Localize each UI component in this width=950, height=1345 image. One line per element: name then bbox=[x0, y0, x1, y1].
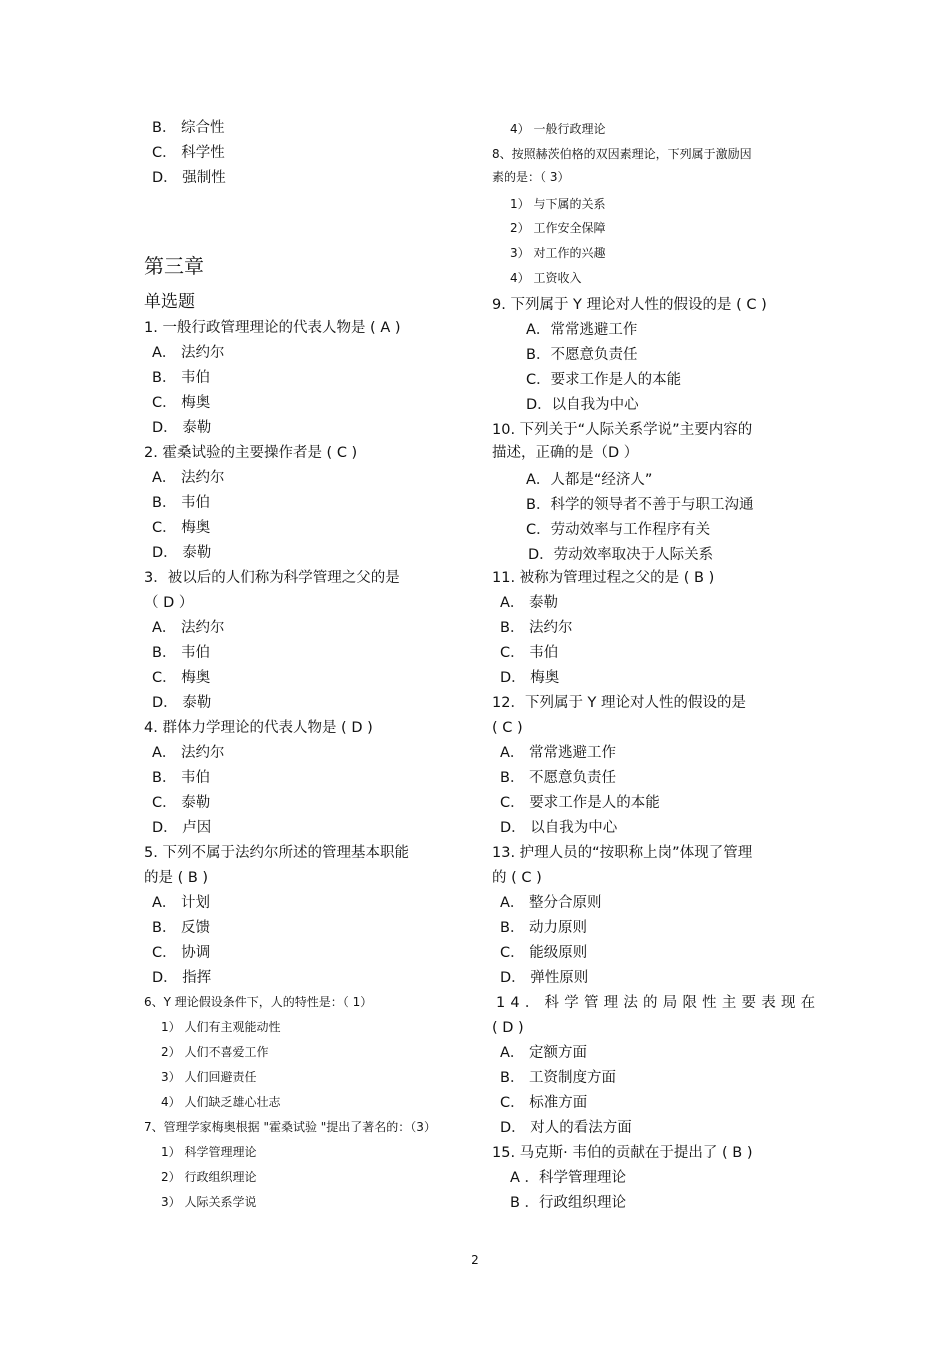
right-line: 9. 下列属于 Y 理论对人性的假设的是 ( C ) bbox=[492, 297, 767, 313]
right-line: 8、按照赫茨伯格的双因素理论，下列属于激励因 bbox=[492, 147, 752, 161]
right-line: 的 ( C ) bbox=[492, 870, 542, 886]
left-line: A． 法约尔 bbox=[152, 745, 225, 761]
right-line: D．以自我为中心 bbox=[526, 397, 639, 413]
left-line: B． 韦伯 bbox=[152, 495, 211, 511]
left-line: 2） 行政组织理论 bbox=[161, 1170, 257, 1184]
left-line: A． 法约尔 bbox=[152, 470, 225, 486]
left-line: （ D ） bbox=[144, 595, 194, 611]
left-line: D． 指挥 bbox=[152, 970, 212, 986]
right-line: A．常常逃避工作 bbox=[526, 322, 638, 338]
right-line: C．要求工作是人的本能 bbox=[526, 372, 682, 388]
left-line: D． 泰勒 bbox=[152, 545, 212, 561]
left-line: 7、管理学家梅奥根据 "霍桑试验 "提出了著名的：（3） bbox=[144, 1120, 436, 1134]
right-line: D． 以自我为中心 bbox=[500, 820, 618, 836]
left-line: B． 韦伯 bbox=[152, 645, 211, 661]
left-line: C． 梅奥 bbox=[152, 520, 211, 536]
right-line: B． 动力原则 bbox=[500, 920, 588, 936]
right-line: C． 韦伯 bbox=[500, 645, 559, 661]
right-line: 1） 与下属的关系 bbox=[510, 197, 606, 211]
left-line: D． 卢因 bbox=[152, 820, 212, 836]
left-line: 3） 人们回避责任 bbox=[161, 1070, 257, 1084]
right-line: B．科学的领导者不善于与职工沟通 bbox=[526, 497, 754, 513]
right-line: D． 梅奥 bbox=[500, 670, 560, 686]
left-line: 4. 群体力学理论的代表人物是 ( D ) bbox=[144, 720, 373, 736]
right-line: B．不愿意负责任 bbox=[526, 347, 638, 363]
left-line: 单选题 bbox=[144, 292, 195, 312]
right-line: B． 不愿意负责任 bbox=[500, 770, 617, 786]
right-line: C．劳动效率与工作程序有关 bbox=[526, 522, 711, 538]
right-line: A． 常常逃避工作 bbox=[500, 745, 617, 761]
right-line: C． 标准方面 bbox=[500, 1095, 588, 1111]
page-number: 2 bbox=[471, 1253, 479, 1267]
right-line: 描述，正确的是（D ） bbox=[492, 445, 639, 461]
right-line: 2） 工作安全保障 bbox=[510, 221, 606, 235]
right-line: A．人都是“经济人” bbox=[526, 472, 653, 488]
left-line: A． 法约尔 bbox=[152, 620, 225, 636]
right-line: 10. 下列关于“人际关系学说”主要内容的 bbox=[492, 422, 753, 438]
right-line: 素的是：（ 3） bbox=[492, 170, 570, 184]
right-line: A． 泰勒 bbox=[500, 595, 559, 611]
left-line: C． 协调 bbox=[152, 945, 211, 961]
right-line: D．劳动效率取决于人际关系 bbox=[528, 547, 714, 563]
left-line: 6、Y 理论假设条件下，人的特性是：（ 1） bbox=[144, 995, 373, 1009]
right-line: 13. 护理人员的“按职称上岗”体现了管理 bbox=[492, 845, 753, 861]
left-line: 3．被以后的人们称为科学管理之父的是 bbox=[144, 570, 400, 586]
left-line: B． 韦伯 bbox=[152, 370, 211, 386]
right-line: A ．科学管理理论 bbox=[510, 1170, 627, 1186]
right-line: C． 要求工作是人的本能 bbox=[500, 795, 660, 811]
right-line: 4） 工资收入 bbox=[510, 271, 582, 285]
left-line: C． 梅奥 bbox=[152, 670, 211, 686]
right-line: 14．科学管理法的局限性主要表现在 bbox=[496, 995, 821, 1011]
left-line: B． 韦伯 bbox=[152, 770, 211, 786]
right-line: 4） 一般行政理论 bbox=[510, 122, 606, 136]
left-line: 3） 人际关系学说 bbox=[161, 1195, 257, 1209]
left-line: 1. 一般行政管理理论的代表人物是 ( A ) bbox=[144, 320, 401, 336]
right-line: D． 弹性原则 bbox=[500, 970, 589, 986]
left-line: B． 反馈 bbox=[152, 920, 211, 936]
left-line: A． 法约尔 bbox=[152, 345, 225, 361]
right-line: ( D ) bbox=[492, 1020, 524, 1036]
right-line: 11. 被称为管理过程之父的是 ( B ) bbox=[492, 570, 715, 586]
right-line: B． 工资制度方面 bbox=[500, 1070, 617, 1086]
right-line: 12．下列属于 Y 理论对人性的假设的是 bbox=[492, 695, 747, 711]
right-line: 3） 对工作的兴趣 bbox=[510, 246, 606, 260]
left-line: C． 梅奥 bbox=[152, 395, 211, 411]
left-line: D． 泰勒 bbox=[152, 420, 212, 436]
left-line: 的是 ( B ) bbox=[144, 870, 209, 886]
left-line: 5. 下列不属于法约尔所述的管理基本职能 bbox=[144, 845, 409, 861]
left-line: 2） 人们不喜爱工作 bbox=[161, 1045, 269, 1059]
right-line: A． 整分合原则 bbox=[500, 895, 602, 911]
left-line: C． 泰勒 bbox=[152, 795, 211, 811]
left-line: D． 泰勒 bbox=[152, 695, 212, 711]
right-line: A． 定额方面 bbox=[500, 1045, 588, 1061]
right-line: B ．行政组织理论 bbox=[510, 1195, 627, 1211]
left-line: C． 科学性 bbox=[152, 145, 225, 161]
right-line: D． 对人的看法方面 bbox=[500, 1120, 632, 1136]
right-line: B． 法约尔 bbox=[500, 620, 573, 636]
left-line: 1） 科学管理理论 bbox=[161, 1145, 257, 1159]
left-line: 2. 霍桑试验的主要操作者是 ( C ) bbox=[144, 445, 358, 461]
left-line: B． 综合性 bbox=[152, 120, 225, 136]
left-line: 1） 人们有主观能动性 bbox=[161, 1020, 281, 1034]
left-line: A． 计划 bbox=[152, 895, 211, 911]
right-line: ( C ) bbox=[492, 720, 523, 736]
right-line: 15. 马克斯· 韦伯的贡献在于提出了 ( B ) bbox=[492, 1145, 753, 1161]
right-line: C． 能级原则 bbox=[500, 945, 588, 961]
left-line: 4） 人们缺乏雄心壮志 bbox=[161, 1095, 281, 1109]
left-line: D． 强制性 bbox=[152, 170, 226, 186]
left-line: 第三章 bbox=[144, 254, 204, 278]
